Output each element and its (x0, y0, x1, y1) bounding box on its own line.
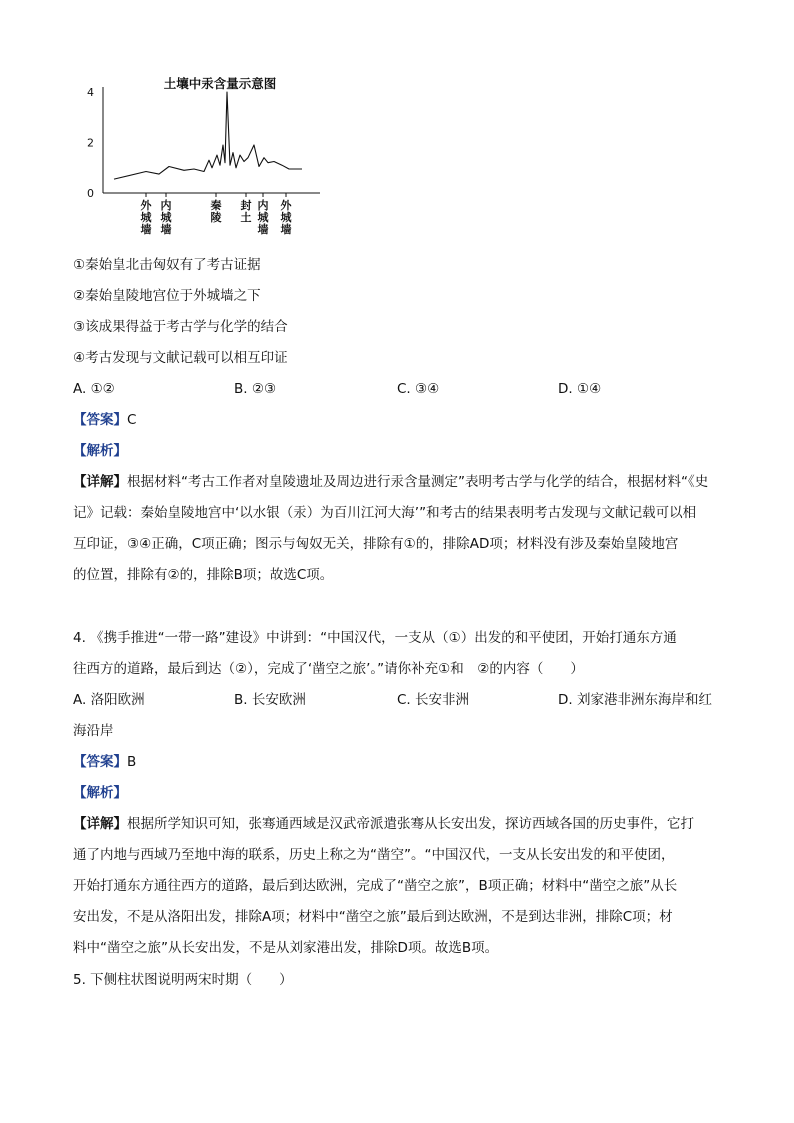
q4-stem-line-1: 4. 《携手推进“一带一路”建设》中讲到：“中国汉代，一支从（①）出发的和平使团，开始打通东方通 (73, 630, 677, 646)
x-tick-char: 墙 (257, 223, 269, 236)
q3-analysis-label: 【解析】 (73, 443, 127, 459)
q4-detail-line-2: 通了内地与西域乃至地中海的联系，历史上称之为“凿空”。“中国汉代，一支从长安出发的和平使团， (73, 847, 675, 863)
y-tick-label: 2 (87, 136, 94, 150)
q3-option-4: ④考古发现与文献记载可以相互印证 (73, 350, 288, 366)
q4-answer-row (73, 752, 136, 772)
x-tick-label (161, 198, 173, 236)
q3-answer-row (73, 410, 136, 430)
x-tick-label (241, 198, 252, 224)
q4-detail-text-1: 根据所学知识可知，张骞通西域是汉武帝派遣张骞从长安出发，探访西域各国的历史事件，它打 (127, 816, 694, 832)
q4-choice-d: D. 刘家港非洲东海岸和红 (558, 692, 712, 708)
chart-title: 土壤中汞含量示意图 (163, 76, 277, 91)
q3-detail-line-2: 记》记载：秦始皇陵地宫中‘以水银（汞）为百川江河大海’”和考古的结果表明考古发现与文献记载可以相 (73, 505, 697, 521)
q3-choice-b: B. ②③ (234, 381, 277, 397)
q4-detail-line-1 (73, 814, 694, 834)
q4-detail-line-3: 开始打通东方通往西方的道路，最后到达欧洲，完成了“凿空之旅”，B项正确；材料中“凿空之旅”从长 (73, 878, 678, 894)
x-tick-char: 墙 (140, 223, 152, 236)
x-tick-label (258, 198, 270, 236)
q4-stem-line-2: 往西方的道路，最后到达（②），完成了‘凿空之旅’。”请你补充①和 ②的内容（ ） (73, 661, 584, 677)
q3-choice-c: C. ③④ (397, 381, 440, 397)
x-tick-label (210, 198, 222, 224)
y-tick-label: 4 (87, 86, 94, 100)
series-line (114, 92, 302, 179)
chart-axes (103, 87, 320, 193)
q4-answer-label: 【答案】 (73, 754, 127, 770)
q3-answer-value: C (127, 412, 137, 428)
q4-analysis-label: 【解析】 (73, 785, 127, 801)
q3-choice-a: A. ①② (73, 381, 115, 397)
x-tick-label (281, 198, 293, 236)
q4-choice-b: B. 长安欧洲 (234, 692, 306, 708)
x-tick-char: 陵 (210, 211, 222, 224)
x-tick-char: 城 (140, 211, 152, 224)
chart-y-ticks (87, 86, 94, 200)
q5-stem: 5. 下侧柱状图说明两宋时期（ ） (73, 972, 293, 988)
chart-series (114, 92, 302, 179)
q4-answer-value: B (127, 754, 137, 770)
q4-detail-line-5: 料中“凿空之旅”从长安出发，不是从刘家港出发，排除D项。故选B项。 (73, 940, 499, 956)
q4-detail-label: 【详解】 (73, 816, 127, 832)
x-tick-char: 秦 (210, 199, 222, 212)
x-tick-char: 墙 (280, 223, 292, 236)
q3-answer-label: 【答案】 (73, 412, 127, 428)
x-tick-char: 封 (240, 199, 252, 212)
q3-choice-d: D. ①④ (558, 381, 602, 397)
x-tick-char: 外 (140, 199, 152, 212)
q3-detail-line-1 (73, 472, 708, 492)
x-tick-char: 城 (280, 211, 292, 224)
chart-x-labels (141, 193, 293, 236)
q3-detail-line-4: 的位置，排除有②的，排除B项；故选C项。 (73, 567, 334, 583)
x-tick-label (141, 198, 153, 236)
q3-option-3: ③该成果得益于考古学与化学的结合 (73, 319, 288, 335)
x-tick-char: 城 (160, 211, 172, 224)
q4-choice-d-cont: 海沿岸 (73, 723, 114, 739)
y-tick-label: 0 (87, 187, 94, 200)
q3-detail-text-1: 根据材料“考古工作者对皇陵遗址及周边进行汞含量测定”表明考古学与化学的结合，根据材料“《史 (127, 474, 709, 490)
x-tick-char: 外 (280, 199, 292, 212)
x-tick-char: 内 (257, 199, 269, 212)
q3-option-2: ②秦始皇陵地宫位于外城墙之下 (73, 288, 261, 304)
x-tick-char: 城 (257, 211, 269, 224)
mercury-chart (80, 72, 320, 238)
q3-detail-label: 【详解】 (73, 474, 127, 490)
q4-detail-line-4: 安出发，不是从洛阳出发，排除A项；材料中“凿空之旅”最后到达欧洲，不是到达非洲，排除C项；材 (73, 909, 673, 925)
x-tick-char: 内 (160, 199, 172, 212)
q3-detail-line-3: 互印证，③④正确，C项正确；图示与匈奴无关，排除有①的，排除AD项；材料没有涉及秦始皇陵地宫 (73, 536, 679, 552)
q4-choice-c: C. 长安非洲 (397, 692, 470, 708)
x-tick-char: 土 (240, 211, 252, 224)
x-tick-char: 墙 (160, 223, 172, 236)
q4-choice-a: A. 洛阳欧洲 (73, 692, 145, 708)
q3-option-1: ①秦始皇北击匈奴有了考古证据 (73, 257, 261, 273)
